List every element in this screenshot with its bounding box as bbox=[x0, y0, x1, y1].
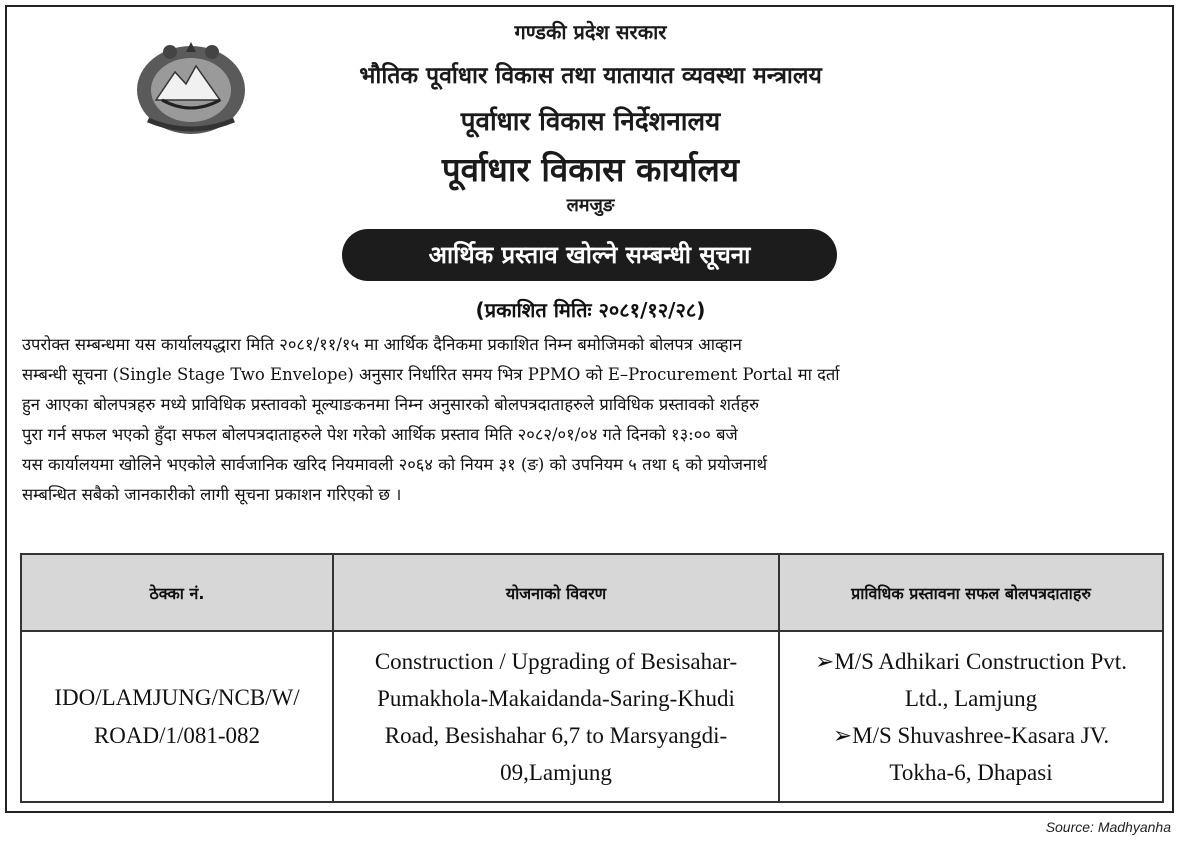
body-line: यस कार्यालयमा खोलिने भएकोले सार्वजानिक खरिद नियमावली २०६४ को नियम ३१ (ङ) को उपनियम ५ तथा ६ को प्रयोजनार्थ bbox=[22, 455, 768, 474]
ministry-name: भौतिक पूर्वाधार विकास तथा यातायात व्यवस्था मन्त्रालय bbox=[359, 63, 822, 89]
description-line: Pumakhola-Makaidanda-Saring-Khudi bbox=[377, 685, 735, 711]
description-line: Construction / Upgrading of Besisahar- bbox=[374, 648, 738, 674]
description-line: Road, Besishahar 6,7 to Marsyangdi- bbox=[384, 722, 728, 748]
district-name: लमजुङ bbox=[566, 195, 615, 216]
contract-table bbox=[20, 553, 1164, 803]
notice-title-banner: आर्थिक प्रस्ताव खोल्ने सम्बन्धी सूचना bbox=[342, 229, 837, 281]
table-header-row bbox=[21, 554, 1163, 631]
header-contract-no: ठेक्का नं. bbox=[21, 554, 333, 631]
bidder-line: Ltd., Lamjung bbox=[904, 685, 1038, 711]
bidders-cell bbox=[779, 631, 1163, 802]
contract-no-cell bbox=[21, 631, 333, 802]
body-line: सम्बन्धित सबैको जानकारीको लागी सूचना प्रकाशन गरिएको छ । bbox=[22, 485, 402, 504]
office-name: पूर्वाधार विकास कार्यालय bbox=[441, 150, 740, 189]
bidder-line: ➢M/S Adhikari Construction Pvt. bbox=[815, 648, 1127, 674]
contract-no-line: ROAD/1/081-082 bbox=[93, 722, 261, 748]
table-row bbox=[21, 631, 1163, 802]
project-description-cell bbox=[333, 631, 779, 802]
body-line: उपरोक्त सम्बन्धमा यस कार्यालयद्धारा मिति २०८१/११/१५ मा आर्थिक दैनिकमा प्रकाशित निम्न बमोजिमको बोलपत्र आव्हान bbox=[22, 335, 742, 354]
body-line: पुरा गर्न सफल भएको हुँदा सफल बोलपत्रदाताहरुले पेश गरेको आर्थिक प्रस्ताव मिति २०८२/०१/०४ गते दिनको १३:०० बजे bbox=[22, 425, 738, 444]
bidder-line: Tokha-6, Dhapasi bbox=[889, 759, 1053, 785]
government-name: गण्डकी प्रदेश सरकार bbox=[514, 20, 667, 44]
published-date: (प्रकाशित मितिः २०८१/१२/२८) bbox=[475, 298, 706, 322]
bidder-line: ➢M/S Shuvashree-Kasara JV. bbox=[832, 722, 1110, 748]
source-credit: Source: Madhyanha bbox=[1045, 819, 1171, 835]
header-successful-bidders: प्राविधिक प्रस्तावना सफल बोलपत्रदाताहरु bbox=[779, 554, 1163, 631]
description-line: 09,Lamjung bbox=[500, 759, 612, 785]
notice-body bbox=[22, 330, 1162, 510]
directorate-name: पूर्वाधार विकास निर्देशनालय bbox=[460, 107, 721, 137]
body-line: सम्बन्धी सूचना (Single Stage Two Envelope) अनुसार निर्धारित समय भित्र PPMO को E–Procurement Portal मा दर्ता bbox=[22, 365, 840, 384]
body-line: हुन आएका बोलपत्रहरु मध्ये प्राविधिक प्रस्तावको मूल्याङकनमा निम्न अनुसारको बोलपत्रदाताहरुले प्राविधिक प्रस्तावको शर्तहरु bbox=[22, 395, 759, 414]
contract-no-line: IDO/LAMJUNG/NCB/W/ bbox=[54, 684, 300, 710]
header-project-description: योजनाको विवरण bbox=[333, 554, 779, 631]
